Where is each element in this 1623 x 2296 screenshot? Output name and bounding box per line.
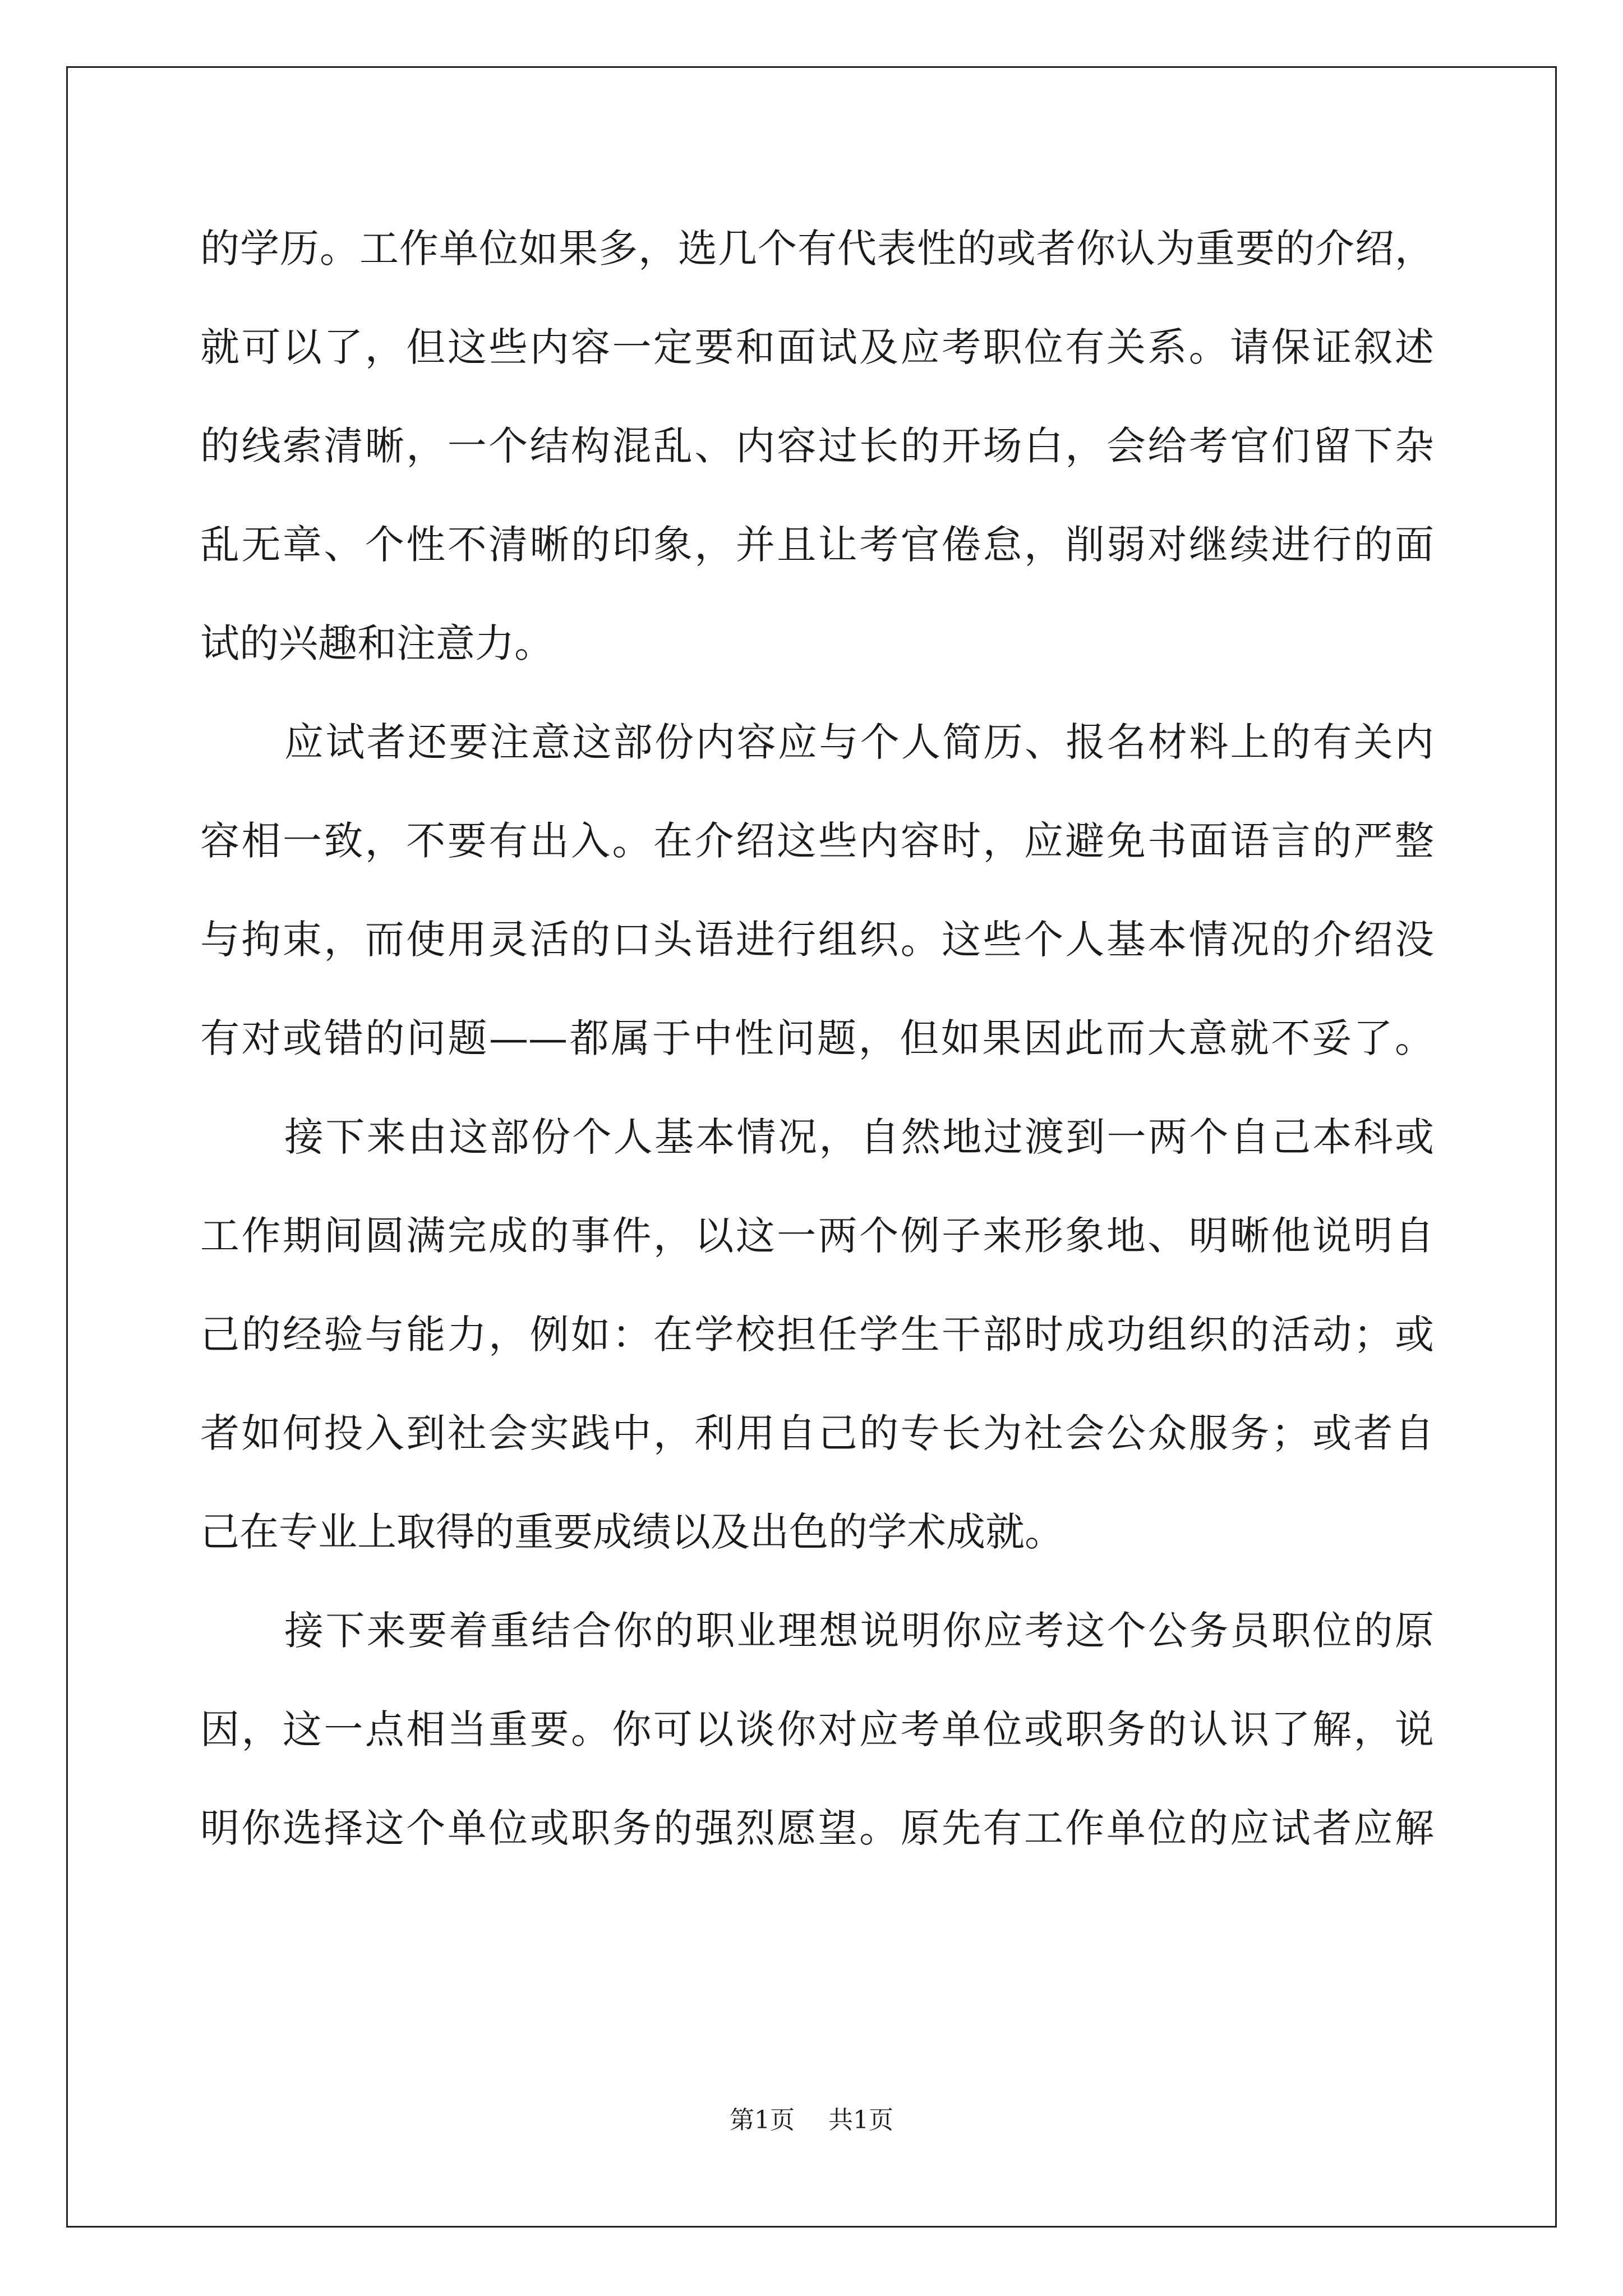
- text-line-12: 己的经验与能力，例如：在学校担任学生干部时成功组织的活动；或: [200, 1312, 1434, 1358]
- page-total: 共1页: [828, 2106, 893, 2134]
- text-line-8: 与拘束，而使用灵活的口头语进行组织。这些个人基本情况的介绍没: [200, 917, 1434, 963]
- text-line-5: 试的兴趣和注意力。: [200, 620, 554, 666]
- text-line-7: 容相一致，不要有出入。在介绍这些内容时，应避免书面语言的严整: [200, 818, 1434, 864]
- text-line-3: 的线索清晰，一个结构混乱、内容过长的开场白，会给考官们留下杂: [200, 423, 1434, 469]
- text-line-15: 接下来要着重结合你的职业理想说明你应考这个公务员职位的原: [284, 1608, 1434, 1654]
- page-footer: [0, 2104, 1623, 2137]
- text-line-16: 因，这一点相当重要。你可以谈你对应考单位或职务的认识了解，说: [200, 1706, 1434, 1752]
- text-line-14: 己在专业上取得的重要成绩以及出色的学术成就。: [200, 1509, 1064, 1555]
- text-line-4: 乱无章、个性不清晰的印象，并且让考官倦怠，削弱对继续进行的面: [200, 522, 1434, 568]
- text-line-9: 有对或错的问题——都属于中性问题，但如果因此而大意就不妥了。: [200, 1015, 1434, 1061]
- text-line-13: 者如何投入到社会实践中，利用自己的专长为社会公众服务；或者自: [200, 1410, 1434, 1456]
- text-line-2: 就可以了，但这些内容一定要和面试及应考职位有关系。请保证叙述: [200, 324, 1434, 370]
- text-line-11: 工作期间圆满完成的事件，以这一两个例子来形象地、明晰他说明自: [200, 1213, 1434, 1259]
- page-number: 第1页: [730, 2106, 795, 2134]
- text-line-1: 的学历。工作单位如果多，选几个有代表性的或者你认为重要的介绍，: [200, 226, 1434, 272]
- text-line-17: 明你选择这个单位或职务的强烈愿望。原先有工作单位的应试者应解: [200, 1805, 1434, 1851]
- text-line-6: 应试者还要注意这部份内容应与个人简历、报名材料上的有关内: [284, 719, 1434, 765]
- text-line-10: 接下来由这部份个人基本情况，自然地过渡到一两个自己本科或: [284, 1114, 1434, 1160]
